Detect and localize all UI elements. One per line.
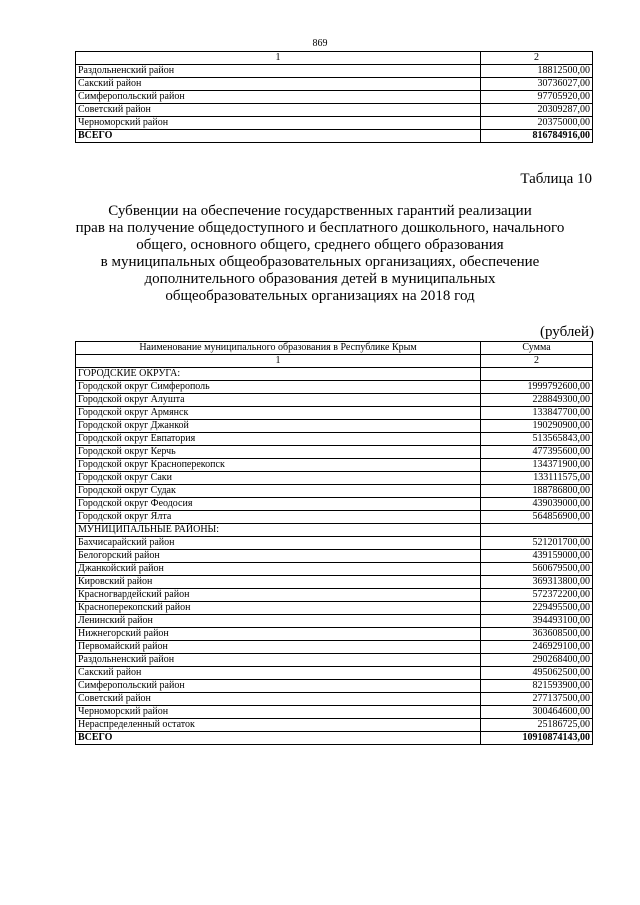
- row-name: Кировский район: [76, 576, 481, 589]
- table-row: [76, 524, 593, 537]
- row-name: МУНИЦИПАЛЬНЫЕ РАЙОНЫ:: [76, 524, 481, 537]
- row-name: Городской округ Алушта: [76, 394, 481, 407]
- table-row: [76, 667, 593, 680]
- row-amount: 495062500,00: [481, 667, 593, 680]
- table-row: [76, 615, 593, 628]
- continued-table-body: [76, 52, 593, 143]
- row-name: Городской округ Красноперекопск: [76, 459, 481, 472]
- table-row: [76, 563, 593, 576]
- row-amount: 228849300,00: [481, 394, 593, 407]
- row-name: Городской округ Саки: [76, 472, 481, 485]
- table-caption: [60, 203, 580, 305]
- row-name: ГОРОДСКИЕ ОКРУГА:: [76, 368, 481, 381]
- row-name: Городской округ Керчь: [76, 446, 481, 459]
- row-amount: 521201700,00: [481, 537, 593, 550]
- table-row: [76, 485, 593, 498]
- row-amount: 564856900,00: [481, 511, 593, 524]
- caption-line: дополнительного образования детей в муниципальных: [144, 271, 496, 287]
- table-row: [76, 381, 593, 394]
- table-row: [76, 472, 593, 485]
- column-number-row: [76, 355, 593, 368]
- row-amount: 18812500,00: [481, 65, 593, 78]
- total-row: [76, 732, 593, 745]
- table-row: [76, 680, 593, 693]
- header-row: [76, 342, 593, 355]
- table-row: [76, 368, 593, 381]
- row-name: Нижнегорский район: [76, 628, 481, 641]
- row-amount: 188786800,00: [481, 485, 593, 498]
- row-name: Белогорский район: [76, 550, 481, 563]
- table-row: [76, 459, 593, 472]
- table-row: [76, 537, 593, 550]
- table-row: [76, 78, 593, 91]
- row-amount: 560679500,00: [481, 563, 593, 576]
- row-amount: 290268400,00: [481, 654, 593, 667]
- row-amount: 20309287,00: [481, 104, 593, 117]
- continued-table: [75, 51, 593, 143]
- row-amount: 369313800,00: [481, 576, 593, 589]
- table-row: [76, 719, 593, 732]
- row-name: Городской округ Феодосия: [76, 498, 481, 511]
- caption-line: прав на получение общедоступного и бесплатного дошкольного, начального: [75, 220, 565, 236]
- row-amount: 190290900,00: [481, 420, 593, 433]
- table-row: [76, 706, 593, 719]
- row-name: Нераспределенный остаток: [76, 719, 481, 732]
- row-amount: 1999792600,00: [481, 381, 593, 394]
- subvention-table-body: [76, 342, 593, 745]
- row-amount: 30736027,00: [481, 78, 593, 91]
- column-number: 2: [481, 355, 593, 368]
- row-name: Симферопольский район: [76, 680, 481, 693]
- row-name: Симферопольский район: [76, 91, 481, 104]
- row-name: Советский район: [76, 104, 481, 117]
- subvention-table: [75, 341, 593, 745]
- row-name: Городской округ Симферополь: [76, 381, 481, 394]
- table-row: [76, 91, 593, 104]
- caption-line: общего, основного общего, среднего общего образования: [136, 237, 504, 253]
- column-number-row: [76, 52, 593, 65]
- table-row: [76, 550, 593, 563]
- row-name: Городской округ Судак: [76, 485, 481, 498]
- table-row: [76, 576, 593, 589]
- table-label: Таблица 10: [520, 171, 592, 187]
- row-name: Джанкойский район: [76, 563, 481, 576]
- table-row: [76, 65, 593, 78]
- row-amount: 229495500,00: [481, 602, 593, 615]
- row-amount: 134371900,00: [481, 459, 593, 472]
- table-row: [76, 394, 593, 407]
- row-amount: [481, 368, 593, 381]
- row-name: Раздольненский район: [76, 65, 481, 78]
- caption-line: в муниципальных общеобразовательных организациях, обеспечение: [100, 254, 540, 270]
- table-row: [76, 693, 593, 706]
- row-name: Красногвардейский район: [76, 589, 481, 602]
- total-amount: 10910874143,00: [481, 732, 593, 745]
- row-name: Ленинский район: [76, 615, 481, 628]
- caption-line: общеобразовательных организациях на 2018 год: [165, 288, 475, 304]
- row-amount: 246929100,00: [481, 641, 593, 654]
- row-amount: 572372200,00: [481, 589, 593, 602]
- row-amount: 277137500,00: [481, 693, 593, 706]
- row-name: Городской округ Ялта: [76, 511, 481, 524]
- row-amount: 439159000,00: [481, 550, 593, 563]
- row-name: Первомайский район: [76, 641, 481, 654]
- row-amount: 513565843,00: [481, 433, 593, 446]
- row-name: Городской округ Евпатория: [76, 433, 481, 446]
- row-amount: 20375000,00: [481, 117, 593, 130]
- header-name: Наименование муниципального образования в Республике Крым: [76, 342, 481, 355]
- row-name: Красноперекопский район: [76, 602, 481, 615]
- row-amount: 439039000,00: [481, 498, 593, 511]
- row-amount: 97705920,00: [481, 91, 593, 104]
- row-amount: 133111575,00: [481, 472, 593, 485]
- table-row: [76, 641, 593, 654]
- row-name: Сакский район: [76, 78, 481, 91]
- row-amount: 363608500,00: [481, 628, 593, 641]
- unit-label: (рублей): [539, 324, 594, 340]
- row-name: Бахчисарайский район: [76, 537, 481, 550]
- total-amount: 816784916,00: [481, 130, 593, 143]
- header-amount: Сумма: [481, 342, 593, 355]
- row-name: Черноморский район: [76, 117, 481, 130]
- caption-line: Субвенции на обеспечение государственных гарантий реализации: [108, 203, 532, 219]
- column-number: 2: [481, 52, 593, 65]
- row-amount: 821593900,00: [481, 680, 593, 693]
- row-name: Городской округ Армянск: [76, 407, 481, 420]
- table-row: [76, 602, 593, 615]
- table-row: [76, 628, 593, 641]
- page-number: 869: [312, 38, 328, 49]
- total-row: [76, 130, 593, 143]
- row-name: Городской округ Джанкой: [76, 420, 481, 433]
- row-amount: 25186725,00: [481, 719, 593, 732]
- column-number: 1: [76, 355, 481, 368]
- total-label: ВСЕГО: [76, 130, 481, 143]
- row-amount: 133847700,00: [481, 407, 593, 420]
- row-name: Советский район: [76, 693, 481, 706]
- table-row: [76, 433, 593, 446]
- table-row: [76, 446, 593, 459]
- row-amount: 477395600,00: [481, 446, 593, 459]
- row-name: Сакский район: [76, 667, 481, 680]
- total-label: ВСЕГО: [76, 732, 481, 745]
- table-row: [76, 104, 593, 117]
- table-row: [76, 654, 593, 667]
- row-name: Раздольненский район: [76, 654, 481, 667]
- row-amount: 300464600,00: [481, 706, 593, 719]
- column-number: 1: [76, 52, 481, 65]
- table-row: [76, 420, 593, 433]
- table-row: [76, 498, 593, 511]
- table-row: [76, 511, 593, 524]
- table-row: [76, 407, 593, 420]
- table-row: [76, 117, 593, 130]
- row-name: Черноморский район: [76, 706, 481, 719]
- row-amount: [481, 524, 593, 537]
- table-row: [76, 589, 593, 602]
- row-amount: 394493100,00: [481, 615, 593, 628]
